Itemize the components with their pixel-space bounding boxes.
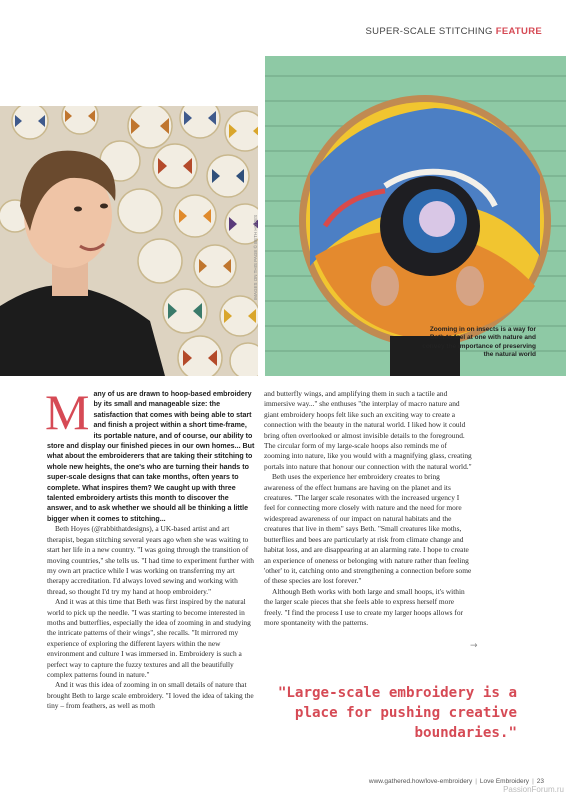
article-intro: any of us are drawn to hoop-based embroidery by its small and manageable size: the satisfaction that comes with being able to start and finish a project within a short time-frame, its portable nature, and of course, our ability to store and display our finished pieces in our own homes... But what about the embroiderers that are taking their stitching to whole new heights, the one's who are turning their hands to super-scale designs that can take months, often years to complete. What inspires them? We caught up with three talented embroidery artists this month to discover the answer, and to ask whether we should all be thinking a little bigger when it comes to stitching... [47,390,255,523]
drop-cap: M [45,384,90,440]
footer-url: www.gathered.how/love-embroidery [368,778,473,785]
body-paragraph: and butterfly wings, and amplifying them in such a tactile and immersive way..." she enthuses "the interplay of macro nature and giant embroidery hoops felt like such an exciting way to create a connection with the beauty in the natural world. I liked how it could bring often overlooked or almost invisible details to the foreground. The circular form of my large-scale hoops also reminds me of zooming into nature, like you would with a magnifying glass, creating portals into nature that honour our connection with the natural world." [264,389,472,471]
body-paragraph: Beth Hoyes (@rabbithatdesigns), a UK-based artist and art therapist, began stitching several years ago when she was waiting to start her life in a new country. "I was going through the transition of moving countries," she tells us. "I had time to experiment further with my own art practice while I was working on transferring my art therapy accreditation. I'd always loved sewing and working with thread, so thought I'd try my hand at hoop embroidery." [47,524,254,596]
section-label: SUPER-SCALE STITCHING [365,26,493,37]
photo-caption: Zooming in on insects is a way for Beth to feel at one with nature and convey the importance of preserving the natural world [422,326,536,359]
artist-portrait-photo [0,106,258,376]
pull-quote: "Large-scale embroidery is a place for pushing creative boundaries." [277,685,517,741]
section-header [366,26,542,37]
footer-magazine: Love Embroidery [479,778,530,785]
page-number: 23 [536,778,544,785]
photo-credit: IMAGES ON THIS PAGE © BETH HOYES [253,214,258,300]
body-paragraph: Although Beth works with both large and small hoops, it's within the larger scale pieces that she feels able to express herself more freely. "I find the process I use to create my larger hoops allows for more spontaneity with the patterns. [264,586,465,627]
body-paragraph: Beth uses the experience her embroidery creates to bring awareness of the effect humans are having on the planet and its creatures. "The larger scale resonates with the increased urgency I feel for connecting more closely with nature and the need for more widespread awareness of our impact on natural habitats and the creatures that live in them" says Beth. "Small creatures like moths, butterflies and bees are particularly at risk from climate change and habitat loss, and are disappearing at an alarming rate. I hope to create an experience of oneness or belonging with nature rather than feeling 'other' to it, catching onto and strengthening a connection before some of these species are lost forever." [264,472,472,586]
article-column-1 [45,384,256,712]
article-column-2 [264,389,472,628]
feature-label: FEATURE [495,26,542,37]
watermark: PassionForum.ru [503,785,564,794]
body-paragraph: And it was at this time that Beth was first inspired by the natural world to pick up the needle. "I was starting to become interested in moths and butterflies, especially the idea of zooming in and studying the intricate patterns of their wings", she recalls. "It mirrored my experience of exploring the different layers within the new environment and culture I was immersed in. Embroidery is such a perfect way to capture the fuzzy textures and all the beautifully complex patterns found in nature." [47,597,251,679]
page-footer: www.gathered.how/love-embroidery | Love Embroidery | 23 [368,778,544,785]
body-paragraph: And it was this idea of zooming in on small details of nature that brought Beth to large scale embroidery. "I loved the idea of taking the tiny – from feathers, as well as moth [47,680,254,711]
continue-arrow-icon: → [470,641,478,651]
